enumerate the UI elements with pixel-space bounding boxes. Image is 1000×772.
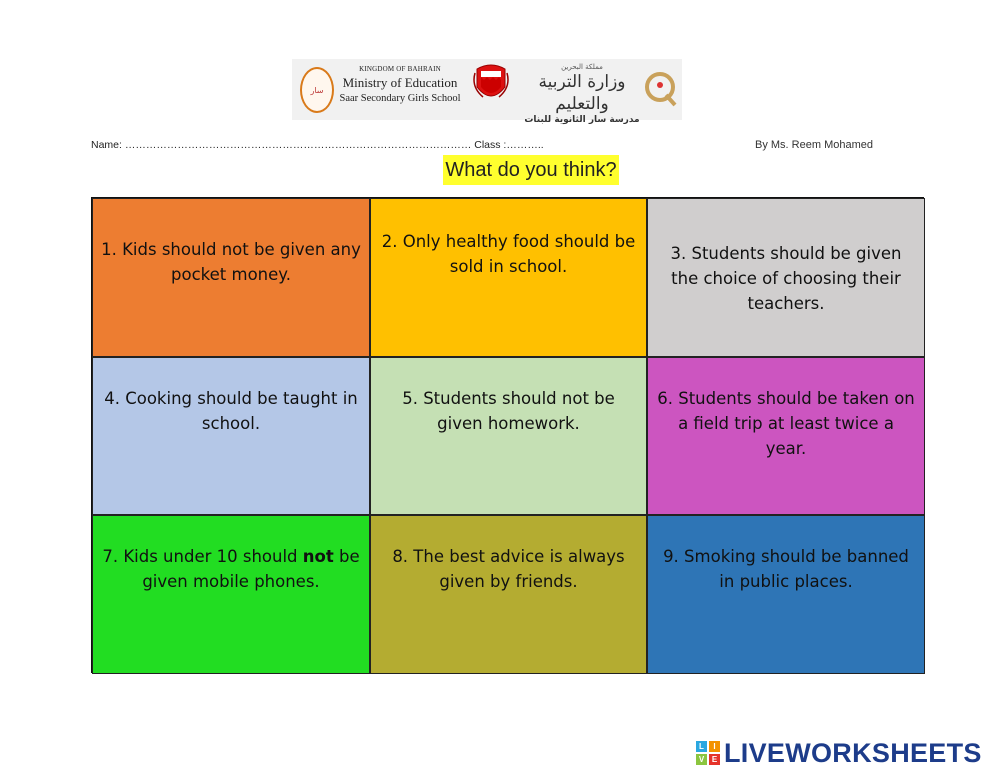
statement-card-5 [370,357,647,515]
statement-text-4: 4. Cooking should be taught in school. [104,389,358,433]
statement-text-7-before: 7. Kids under 10 should [102,547,303,566]
statement-text-6: 6. Students should be taken on a field trip at least twice a year. [657,389,915,458]
header-ministry: Ministry of Education [342,75,458,90]
statement-text-5: 5. Students should not be given homework. [402,389,615,433]
header-arabic [517,63,647,125]
statement-text-2: 2. Only healthy food should be sold in school. [381,232,636,276]
header-ar-ministry: وزارة التربية والتعليم [538,72,626,114]
worksheet-title: What do you think? [443,155,618,185]
statement-text-7-bold: not [302,547,334,566]
header-kingdom: KINGDOM OF BAHRAIN [359,65,441,73]
school-seal-logo [300,67,334,113]
author-credit: By Ms. Reem Mohamed [755,139,873,151]
logo-block-v: V [696,754,707,765]
student-info-line [91,139,891,153]
bahrain-emblem-icon [473,63,509,107]
logo-block-l: L [696,741,707,752]
header-school: Saar Secondary Girls School [339,93,461,104]
logo-block-e: E [709,754,720,765]
header-english [330,65,470,104]
statement-card-3 [647,198,925,357]
statement-text-9: 9. Smoking should be banned in public places. [663,547,909,591]
statement-card-8 [370,515,647,674]
statements-grid [91,197,924,673]
statement-card-2 [370,198,647,357]
liveworksheets-logo-icon [696,741,720,765]
school-header [292,59,682,125]
school-seal-text: سار [310,85,324,95]
header-ar-school: مدرسة سار الثانوية للبنات [524,115,640,125]
statement-card-4 [92,357,370,515]
statement-text-3: 3. Students should be given the choice of choosing their teachers. [670,244,902,313]
logo-block-i: I [709,741,720,752]
liveworksheets-logo[interactable] [696,738,982,768]
title-wrapper [0,155,1000,185]
statement-text-1: 1. Kids should not be given any pocket money. [101,240,361,284]
quality-q-logo-icon [644,69,678,109]
statement-text-7-after: be given mobile phones. [142,547,360,591]
statement-card-7 [92,515,370,674]
statement-card-1 [92,198,370,357]
header-ar-kingdom: مملكة البحرين [561,63,603,71]
statement-card-6 [647,357,925,515]
statement-card-9 [647,515,925,674]
name-class-field[interactable]: Name: ……………………………………………………………………………………… Class :……….. [91,139,544,151]
liveworksheets-logo-text: LIVEWORKSHEETS [724,737,982,768]
statement-text-7 [101,544,361,594]
statement-text-8: 8. The best advice is always given by friends. [392,547,625,591]
